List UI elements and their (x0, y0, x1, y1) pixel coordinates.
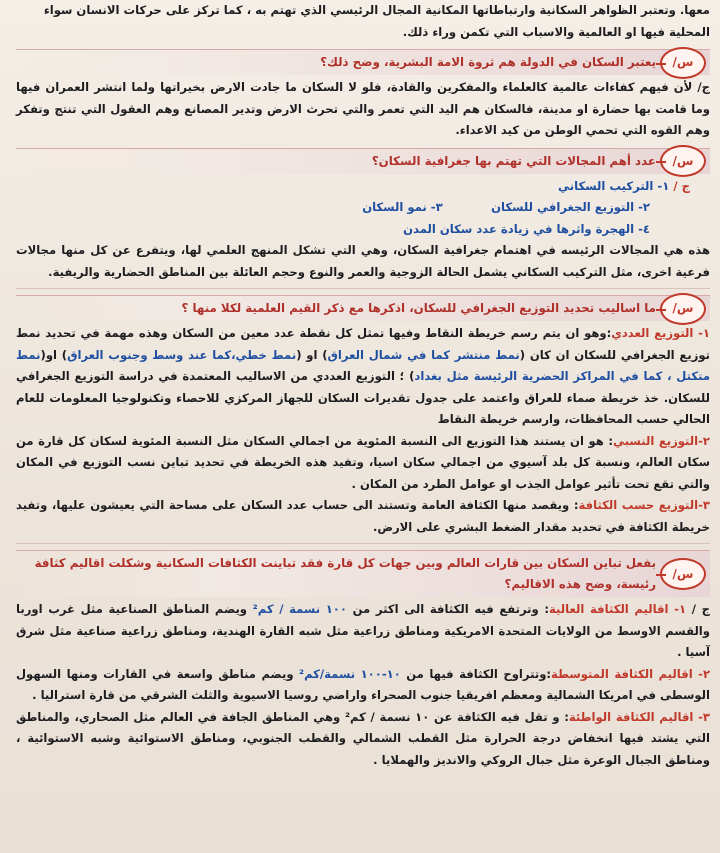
answer-2-item-2-text: ٢- التوزيع الجغرافي للسكان (491, 200, 650, 214)
method-1-text-a: :وهو ان يتم رسم خريطة النقاط وفيها تمثل كل نقطة عدد معين من السكان وهذه مهمة في تحديد نمط توزيع الجغرافي للسكان ان كان ( (16, 326, 710, 362)
divider (16, 543, 710, 544)
method-1-pattern-clustered: نمط متكتل ، كما في المراكز الحضرية الرئيسة مثل بغداد (16, 347, 711, 383)
answer-prefix: ج / (691, 602, 710, 616)
question-1 (16, 49, 710, 75)
answer-prefix: ج/ (697, 80, 710, 94)
region-2 (16, 664, 710, 707)
method-1-pattern-linear: نمط خطي،كما عند وسط وجنوب العراق (67, 347, 297, 362)
question-3 (16, 295, 710, 321)
answer-2-note: هذه هي المجالات الرئيسه في اهتمام جغرافية السكان، وهي التي تشكل المنهج العلمي لها، ويتفرع عن كل منها مجالات فرعية اخرى، مثل التركيب السكاني يشمل الحالة الزوجية والعمر والنوع وحجم العائلة بين المناطق الحضارية والريفية. (16, 243, 710, 279)
answer-2-item-1-text: ١- التركيب السكاني (558, 178, 670, 193)
answer-2-item-4-text: ٤- الهجرة واثرها في زيادة عدد سكان المدن (403, 221, 650, 236)
method-3-title: ٣-التوزيع حسب الكثافة (578, 498, 710, 512)
region-2-text-a: :وتتراوح الكثافة فيها من (400, 666, 552, 681)
region-1-text-b: ويضم المناطق الصناعية مثل غرب اوربا والقسم الاوسط من الولايات المتحدة الامريكية ومناطق زراعية مثل شبه القارة الهندية، ومناطق زراعية صناعية مثل شرق آسيا . (16, 602, 710, 659)
answer-2-items-2-3 (16, 197, 710, 219)
question-badge: س/ (660, 47, 706, 79)
region-2-text-b: ويضم مناطق واسعة في القارات ومنها السهول الوسطى في امريكا الشمالية ومعظم افريقيا جنوب الصحراء واراضي روسيا الاسيوية والثلث الشرقي من قارة استراليا . (16, 666, 710, 702)
answer-2-item-4 (16, 219, 710, 241)
question-badge: س/ (660, 145, 706, 177)
intro-line-2: المحلية فيها او العالمية والاسباب التي تكمن وراء ذلك. (402, 24, 710, 39)
question-1-text: يعتبر السكان في الدولة هم ثروة الامة البشرية، وضح ذلك؟ (320, 55, 656, 69)
region-1-density: ١٠٠ نسمة / كم² (252, 602, 347, 616)
question-2 (16, 148, 710, 174)
intro-line-1: معها. وتعتبر الظواهر السكانية وارتباطاتها المكانية المجال الرئيسي الذي تهتم به ، كما تركز على حركات الانسان سواء (43, 3, 710, 17)
question-4-text: بفعل تباين السكان بين قارات العالم وبين جهات كل قارة فقد تباينت الكثافات السكانية وشكلت اقاليم كثافة رئيسة، وضح هذه الاقاليم؟ (34, 556, 656, 591)
region-1-text-a: : وترتفع فيه الكثافة الى اكثر من (346, 602, 550, 616)
method-1 (16, 323, 710, 431)
answer-prefix: ج / (673, 178, 690, 193)
method-2 (16, 431, 710, 496)
question-3-text: ما اساليب تحديد التوزيع الجغرافي للسكان، اذكرها مع ذكر القيم العلمية لكلا منها ؟ (181, 301, 656, 315)
question-badge: س/ (660, 293, 706, 325)
region-2-density: ١٠-١٠٠ نسمة/كم² (299, 666, 401, 681)
region-2-title: ٢- اقاليم الكثافة المتوسطة (551, 666, 711, 681)
region-3 (16, 707, 710, 772)
region-3-text: : و تقل فيه الكثافة عن ١٠ نسمة / كم² وهي المناطق الجافة في العالم مثل الصحاري، والمناطق التي يشتد فيها انخفاض درجة الحرارة مثل القطب الشمالي والقطب الجنوبي، ومناطق الاستوائية وشبه الاستوائية ، ومناطق الجبال الوعرة مثل جبال الروكي والانديز والهملايا . (16, 709, 710, 767)
answer-2-item-1 (16, 176, 710, 198)
divider (16, 288, 710, 289)
question-4 (16, 550, 710, 597)
region-1 (16, 599, 710, 664)
method-1-text-d: ) ؛ التوزيع العددي من الاساليب المعتمدة في دراسة التوزيع الجغرافي للسكان. خذ خريطة صماء للعراق واعتمد على جدول تقديرات السكان للجهاز المركزي للاحصاء وتكنولوجيا المعلومات للعام الحالي حسب المحافظات، وارسم خريطة النقاط (16, 369, 710, 426)
method-1-pattern-scattered: نمط منتشر كما في شمال العراق (327, 347, 520, 362)
question-badge: س/ (660, 558, 706, 590)
method-1-text-c: ) او( (40, 347, 68, 362)
answer-1-text: لأن فيهم كفاءات عالمية كالعلماء والمفكرين والقادة، فلو لا السكان ما جادت الارض بخيراتها ولما انتشر العمران فيها وما قامت بها حضارة او مدينة، فالسكان هم اليد التي تعمر والتي تحرث الارض وتدير المصانع وهم العقول التي تنتج وتفكر وهم القوه التي تحمي الوطن من كيد الاعداء. (16, 80, 710, 137)
intro-paragraph (16, 0, 710, 43)
answer-2-item-3-text: ٣- نمو السكان (362, 200, 443, 214)
method-1-title: ١- التوزيع العددي (611, 326, 710, 340)
question-2-text: عدد أهم المجالات التي تهتم بها جغرافية السكان؟ (371, 153, 656, 168)
method-3 (16, 495, 710, 538)
method-3-text: : ويقصد منها الكثافة العامة وتستند الى حساب عدد السكان على مساحة التي يعيشون عليها، وتفيد خريطة الكثافة في تحديد مقدار الضغط البشري على الارض. (16, 498, 710, 534)
answer-1 (16, 77, 710, 142)
method-2-title: ٢-التوزيع النسبي (612, 433, 710, 448)
method-1-text-b: ) او ( (296, 347, 328, 362)
region-3-title: ٣- اقاليم الكثافة الواطئة (568, 709, 710, 724)
method-2-text: : هو ان يستند هذا التوزيع الى النسبة المئوية من اجمالي السكان مثل النسبة المئوية لسكان كل قارة من سكان العالم، ونسبة كل بلد آسيوي من اجمالي سكان اسيا، وتفيد هذه الخريطة في تحديد تباين نسب التوزيع في المكان والتي تقع تحت تأثير عوامل الجذب او عوامل الطرد من المكان . (16, 433, 710, 491)
region-1-title: ١- اقاليم الكثافة العالية (549, 602, 687, 616)
